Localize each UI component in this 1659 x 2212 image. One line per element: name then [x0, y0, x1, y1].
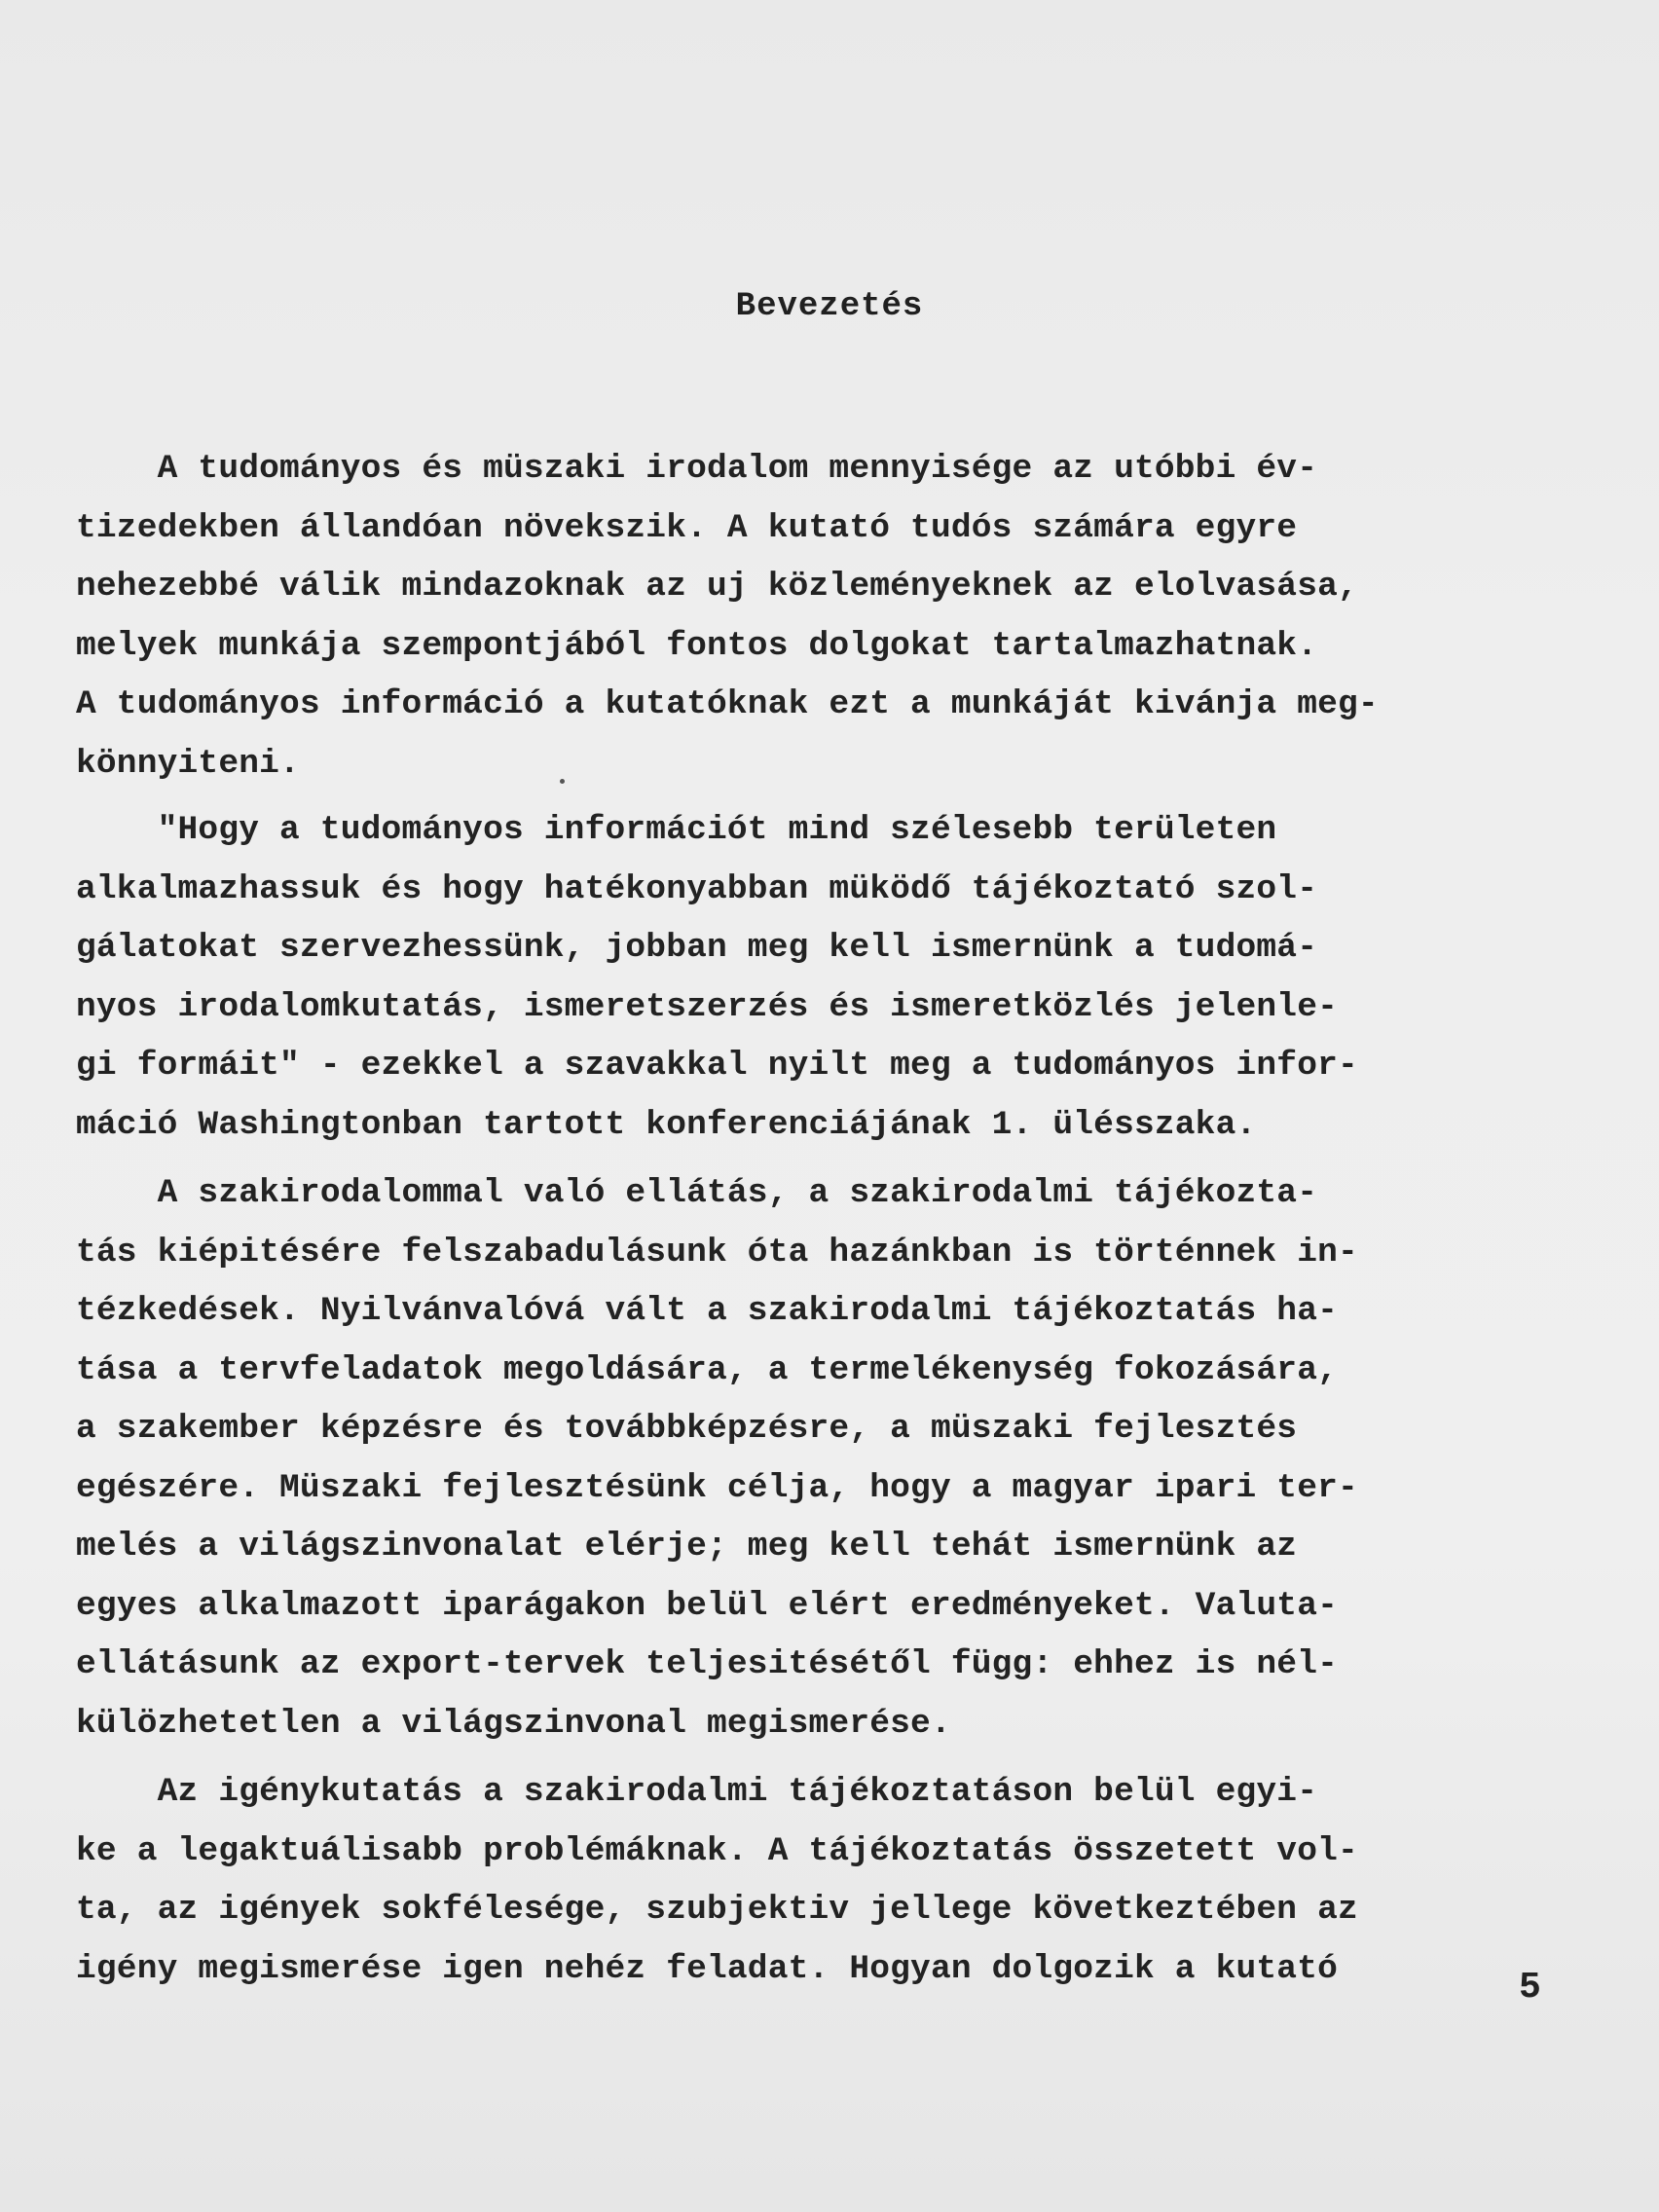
text-line: melyek munkája szempontjából fontos dolgokat tartalmazhatnak. — [76, 626, 1318, 665]
text-line: egészére. Müszaki fejlesztésünk célja, hogy a magyar ipari ter- — [76, 1468, 1358, 1507]
text-line: tása a tervfeladatok megoldására, a termelékenység fokozására, — [76, 1350, 1339, 1389]
text-line: igény megismerése igen nehéz feladat. Hogyan dolgozik a kutató — [76, 1949, 1339, 1988]
page-number: 5 — [1519, 1967, 1541, 2009]
paragraph-4 — [76, 1763, 1507, 1999]
paragraph-3 — [76, 1164, 1507, 1753]
paragraph-2 — [76, 801, 1507, 1155]
text-line: egyes alkalmazott iparágakon belül elért eredményeket. Valuta- — [76, 1586, 1339, 1625]
text-line: A szakirodalommal való ellátás, a szakirodalmi tájékozta- — [76, 1174, 1318, 1212]
text-line: melés a világszinvonalat elérje; meg kell tehát ismernünk az — [76, 1528, 1298, 1566]
text-line: gálatokat szervezhessünk, jobban meg kell ismernünk a tudomá- — [76, 929, 1318, 967]
text-line: alkalmazhassuk és hogy hatékonyabban müködő tájékoztató szol- — [76, 869, 1318, 908]
text-line: könnyiteni. — [76, 744, 300, 783]
text-line: tizedekben állandóan növekszik. A kutató tudós számára egyre — [76, 508, 1298, 547]
text-line: ellátásunk az export-tervek teljesitésétől függ: ehhez is nél- — [76, 1645, 1339, 1683]
text-line: Az igénykutatás a szakirodalmi tájékoztatáson belül egyi- — [76, 1773, 1318, 1811]
text-line: ke a legaktuálisabb problémáknak. A tájékoztatás összetett vol- — [76, 1831, 1358, 1870]
text-line: tézkedések. Nyilvánvalóvá vált a szakirodalmi tájékoztatás ha- — [76, 1292, 1339, 1330]
text-line: a szakember képzésre és továbbképzésre, a müszaki fejlesztés — [76, 1410, 1298, 1448]
body-text — [76, 440, 1507, 1999]
text-line: gi formáit" - ezekkel a szavakkal nyilt meg a tudományos infor- — [76, 1047, 1358, 1085]
paragraph-1 — [76, 440, 1507, 793]
text-line: máció Washingtonban tartott konferenciájának 1. ülésszaka. — [76, 1105, 1257, 1144]
text-line: A tudományos információ a kutatóknak ezt a munkáját kivánja meg- — [76, 685, 1379, 723]
text-line: "Hogy a tudományos információt mind szélesebb területen — [76, 811, 1277, 849]
text-line: nyos irodalomkutatás, ismeretszerzés és ismeretközlés jelenle- — [76, 987, 1339, 1026]
text-line: tás kiépitésére felszabadulásunk óta hazánkban is történnek in- — [76, 1233, 1358, 1272]
text-line: nehezebbé válik mindazoknak az uj közleményeknek az elolvasása, — [76, 568, 1358, 606]
page-title: Bevezetés — [735, 288, 924, 325]
text-line: ta, az igények sokfélesége, szubjektiv jellege következtében az — [76, 1891, 1358, 1929]
text-line: A tudományos és müszaki irodalom mennyisége az utóbbi év- — [76, 450, 1318, 488]
text-line: külözhetetlen a világszinvonal megismerése. — [76, 1704, 951, 1743]
